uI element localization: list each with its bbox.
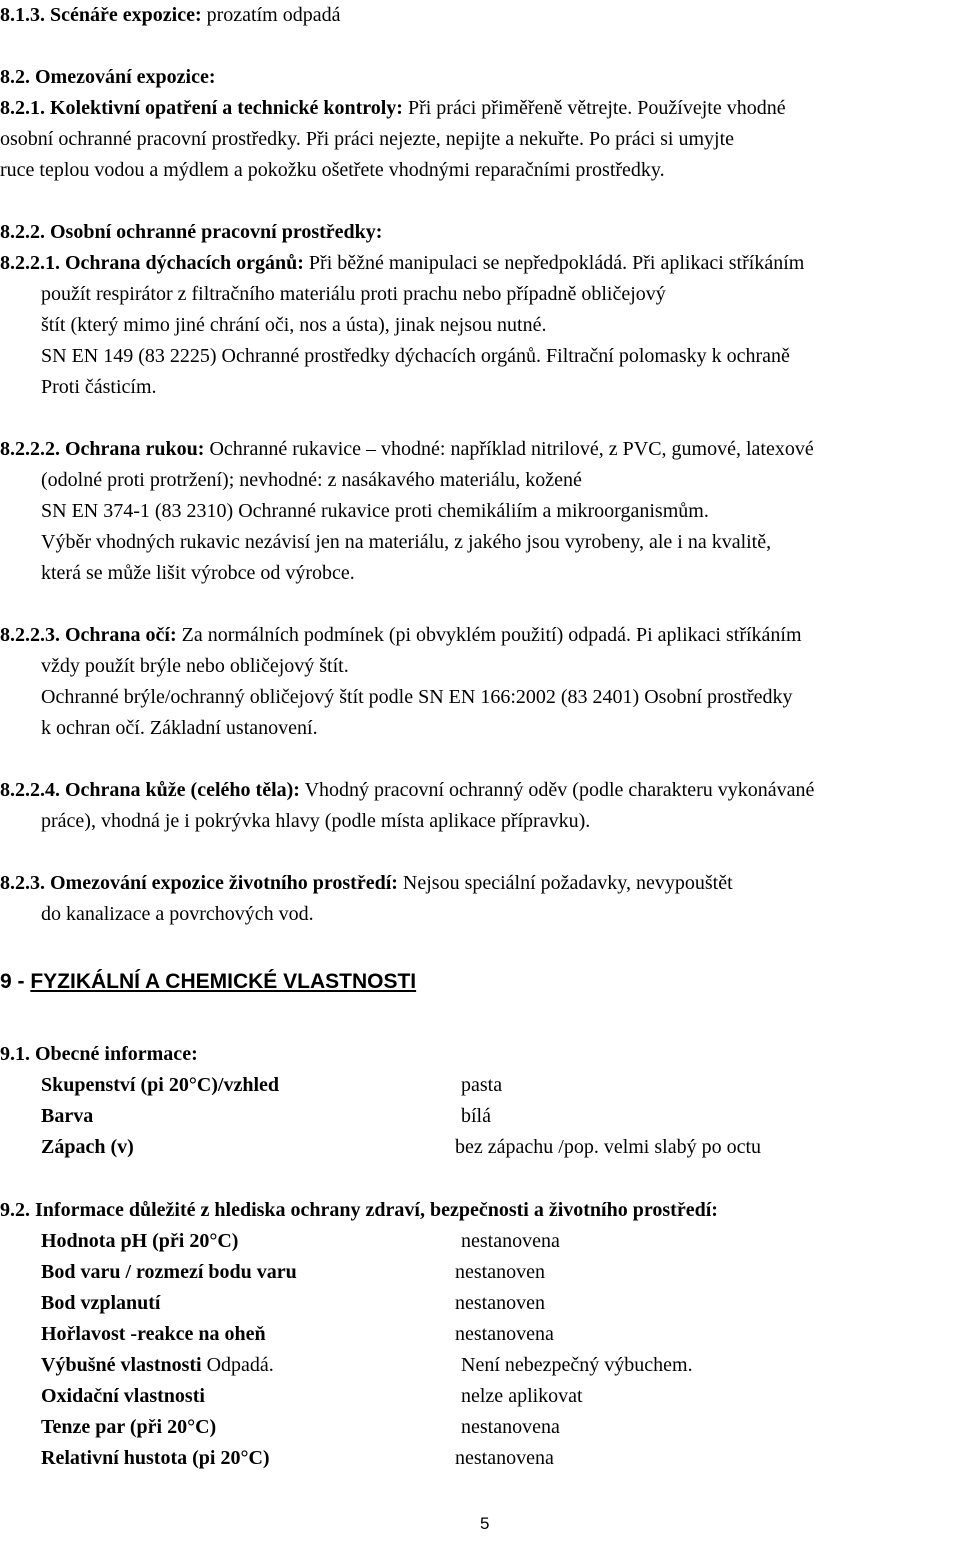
property-label: Bod varu / rozmezí bodu varu <box>41 1261 297 1283</box>
section-text: prozatím odpadá <box>206 4 341 26</box>
section-8-2-2-2-line2: (odolné proti protržení); nevhodné: z nasákavého materiálu, kožené <box>41 469 582 491</box>
section-8-2-1-line2: osobní ochranné pracovní prostředky. Při práci nejezte, nepijte a nekuřte. Po práci si umyjte <box>0 128 735 150</box>
section-8-2-2-3-line2: vždy použít brýle nebo obličejový štít. <box>41 655 349 677</box>
section-9-heading <box>0 966 416 997</box>
property-label: Oxidační vlastnosti <box>41 1385 205 1407</box>
section-8-2-1-line3: ruce teplou vodou a mýdlem a pokožku ošetřete vhodnými reparačními prostředky. <box>0 159 665 181</box>
section-title: Scénáře expozice: <box>50 4 202 26</box>
section-title: Ochrana rukou: <box>65 438 205 460</box>
property-label-suffix: Odpadá. <box>206 1354 274 1376</box>
section-8-2-2-2-line1 <box>0 434 814 465</box>
section-8-2-2-3-line3: Ochranné brýle/ochranný obličejový štít podle SN EN 166:2002 (83 2401) Osobní prostředky <box>41 686 793 708</box>
property-value: pasta <box>461 1074 503 1096</box>
property-label-row <box>41 1350 274 1381</box>
property-label: Zápach (v) <box>41 1136 134 1158</box>
section-number: 8.2.2.4. <box>0 779 60 801</box>
section-8-2-2-1-line1 <box>0 248 804 279</box>
section-number: 8.2.2.1. <box>0 252 60 274</box>
property-value: nestanovena <box>455 1323 554 1345</box>
section-text: Vhodný pracovní ochranný oděv (podle charakteru vykonávané <box>304 779 815 801</box>
property-label: Bod vzplanutí <box>41 1292 161 1314</box>
section-8-2-2-4-line2: práce), vhodná je i pokrývka hlavy (podle místa aplikace přípravku). <box>41 810 591 832</box>
property-label: Skupenství (pi 20°C)/vzhled <box>41 1074 280 1096</box>
page-number: 5 <box>480 1514 490 1533</box>
section-title: Ochrana dýchacích orgánů: <box>65 252 304 274</box>
section-title: Omezování expozice životního prostředí: <box>50 872 398 894</box>
section-text: Ochranné rukavice – vhodné: například nitrilové, z PVC, gumové, latexové <box>209 438 814 460</box>
section-8-2-2-1-line3: štít (který mimo jiné chrání oči, nos a ústa), jinak nejsou nutné. <box>41 314 547 336</box>
section-8-2-1-line1 <box>0 93 786 124</box>
property-value: nestanoven <box>455 1292 545 1314</box>
property-label: Tenze par (při 20°C) <box>41 1416 217 1438</box>
section-text: Nejsou speciální požadavky, nevypouštět <box>402 872 733 894</box>
section-8-2-2-3-line1 <box>0 620 802 651</box>
section-9-1-heading: 9.1. Obecné informace: <box>0 1043 198 1065</box>
section-8-2-2-1-line4: SN EN 149 (83 2225) Ochranné prostředky dýchacích orgánů. Filtrační polomasky k ochraně <box>41 345 790 367</box>
section-title: Ochrana kůže (celého těla): <box>65 779 300 801</box>
section-8-2-2-2-line4: Výběr vhodných rukavic nezávisí jen na materiálu, z jakého jsou vyrobeny, ale i na kvalitě, <box>41 531 772 553</box>
section-8-2-2-heading: 8.2.2. Osobní ochranné pracovní prostředky: <box>0 221 383 243</box>
property-label: Relativní hustota (pi 20°C) <box>41 1447 270 1469</box>
section-8-2-2-3-line4: k ochran očí. Základní ustanovení. <box>41 717 318 739</box>
property-value: bílá <box>461 1105 491 1127</box>
section-number: 8.2.1. <box>0 97 45 119</box>
section-8-2-heading: 8.2. Omezování expozice: <box>0 66 216 88</box>
section-number: 8.2.3. <box>0 872 45 894</box>
section-9-2-heading: 9.2. Informace důležité z hlediska ochrany zdraví, bezpečnosti a životního prostředí: <box>0 1199 718 1221</box>
section-number: 8.2.2.3. <box>0 624 60 646</box>
property-label: Hořlavost -reakce na oheň <box>41 1323 266 1345</box>
section-8-2-2-1-line2: použít respirátor z filtračního materiálu proti prachu nebo případně obličejový <box>41 283 666 305</box>
property-label: Barva <box>41 1105 94 1127</box>
property-value: nestanovena <box>461 1416 560 1438</box>
section-8-2-3-line1 <box>0 868 733 899</box>
section-text: Při běžné manipulaci se nepředpokládá. Při aplikaci stříkáním <box>308 252 805 274</box>
property-value: nestanoven <box>455 1261 545 1283</box>
section-number: 8.2.2.2. <box>0 438 60 460</box>
section-9-prefix: 9 - <box>0 970 31 993</box>
section-8-2-2-2-line3: SN EN 374-1 (83 2310) Ochranné rukavice proti chemikáliím a mikroorganismům. <box>41 500 709 522</box>
section-text: Při práci přiměřeně větrejte. Používejte vhodné <box>407 97 786 119</box>
section-9-title: FYZIKÁLNÍ A CHEMICKÉ VLASTNOSTI <box>30 970 417 993</box>
section-8-2-2-1-line5: Proti částicím. <box>41 376 157 398</box>
section-title: Ochrana očí: <box>65 624 177 646</box>
property-value: Není nebezpečný výbuchem. <box>461 1354 693 1376</box>
section-number: 8.1.3. <box>0 4 45 26</box>
section-text: Za normálních podmínek (pi obvyklém použití) odpadá. Pi aplikaci stříkáním <box>181 624 802 646</box>
section-8-2-2-2-line5: která se může lišit výrobce od výrobce. <box>41 562 355 584</box>
section-8-2-3-line2: do kanalizace a povrchových vod. <box>41 903 314 925</box>
property-value: nestanovena <box>455 1447 554 1469</box>
section-8-1-3 <box>0 0 340 31</box>
section-8-2-2-4-line1 <box>0 775 814 806</box>
property-value: nestanovena <box>461 1230 560 1252</box>
section-title: Kolektivní opatření a technické kontroly: <box>50 97 403 119</box>
property-value: nelze aplikovat <box>461 1385 583 1407</box>
property-value: bez zápachu /pop. velmi slabý po octu <box>455 1136 762 1158</box>
property-label: Hodnota pH (při 20°C) <box>41 1230 239 1252</box>
property-label: Výbušné vlastnosti <box>41 1354 202 1376</box>
